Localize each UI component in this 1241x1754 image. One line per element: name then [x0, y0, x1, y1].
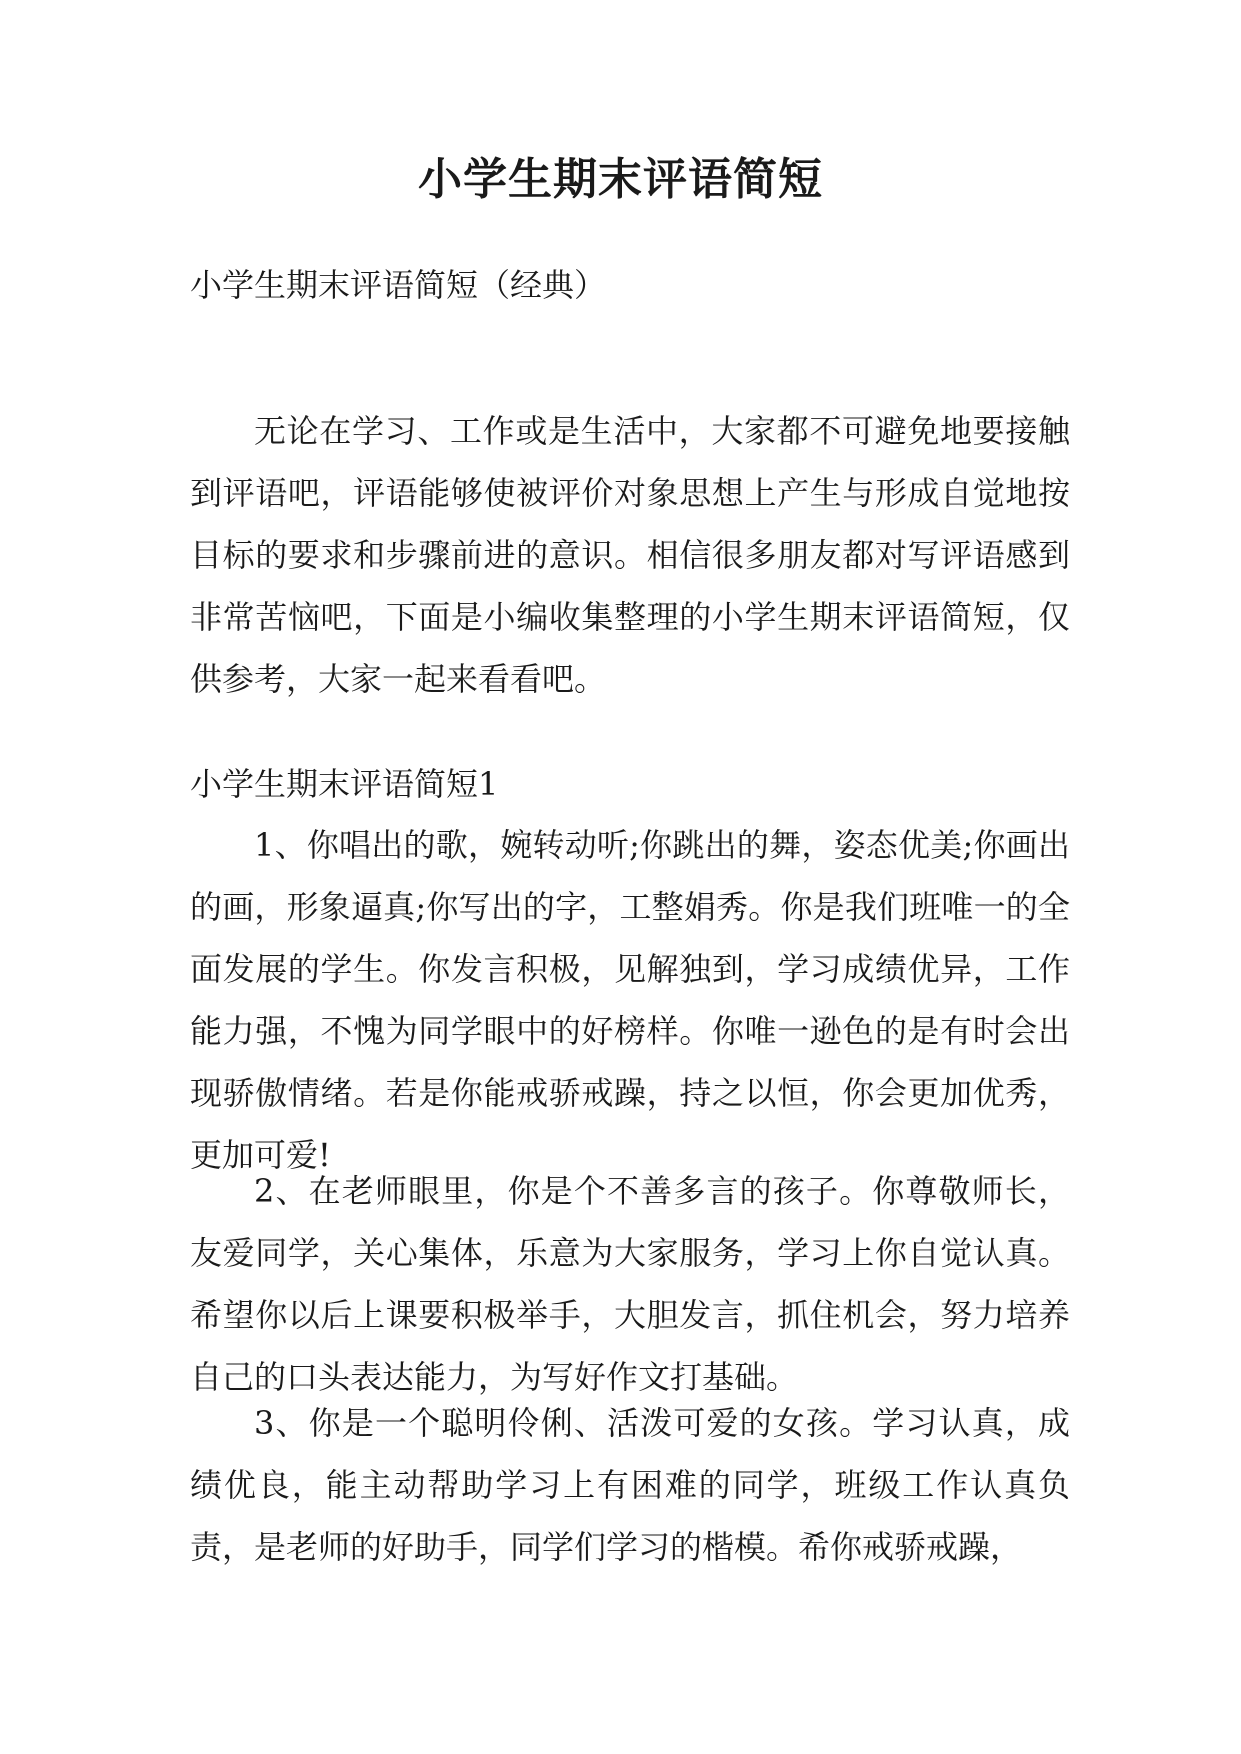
intro-paragraph: 无论在学习、工作或是生活中，大家都不可避免地要接触到评语吧，评语能够使被评价对象思想上产生与形成自觉地按目标的要求和步骤前进的意识。相信很多朋友都对写评语感到非常苦恼吧，下面是小编收集整理的小学生期末评语简短，仅供参考，大家一起来看看吧。: [190, 412, 1070, 698]
document-title: 小学生期末评语简短: [418, 154, 823, 205]
document-subtitle: 小学生期末评语简短（经典）: [190, 266, 607, 304]
comment-item-1: 1、你唱出的歌，婉转动听;你跳出的舞，姿态优美;你画出的画，形象逼真;你写出的字，工整娟秀。你是我们班唯一的全面发展的学生。你发言积极，见解独到，学习成绩优异，工作能力强，不愧为同学眼中的好榜样。你唯一逊色的是有时会出现骄傲情绪。若是你能戒骄戒躁，持之以恒，你会更加优秀，更加可爱!: [190, 826, 1070, 1174]
comment-item-3: 3、你是一个聪明伶俐、活泼可爱的女孩。学习认真，成绩优良，能主动帮助学习上有困难的同学，班级工作认真负责，是老师的好助手，同学们学习的楷模。希你戒骄戒躁，: [190, 1404, 1070, 1566]
comment-item-2: 2、在老师眼里，你是个不善多言的孩子。你尊敬师长，友爱同学，关心集体，乐意为大家服务，学习上你自觉认真。希望你以后上课要积极举手，大胆发言，抓住机会，努力培养自己的口头表达能力，为写好作文打基础。: [190, 1172, 1070, 1396]
section-heading: 小学生期末评语简短1: [190, 765, 499, 803]
